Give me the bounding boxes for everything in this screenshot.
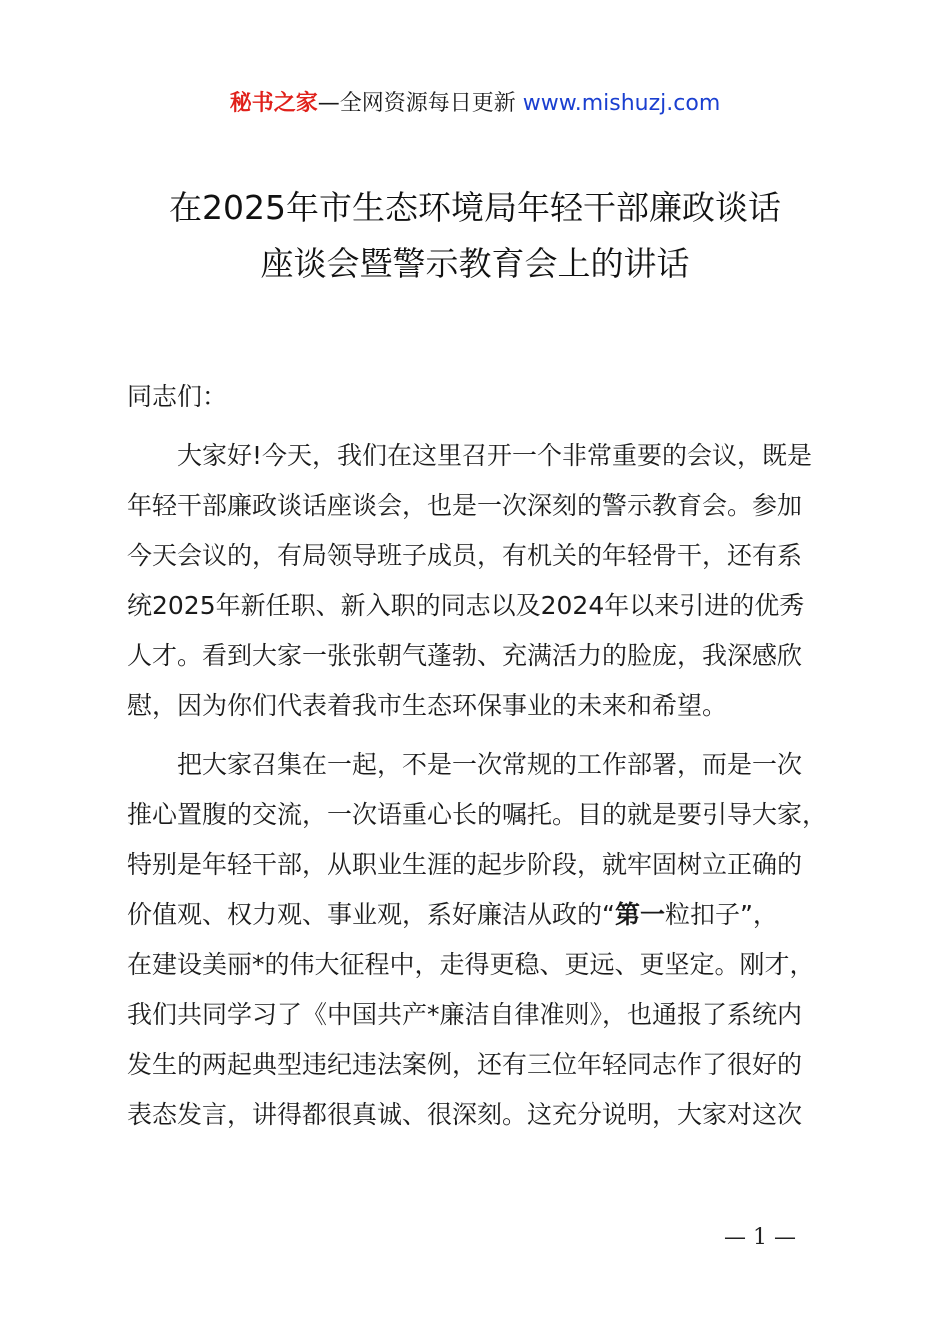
bold-emphasis: 第一 (614, 900, 665, 929)
text-line: 在建设美丽*的伟大征程中，走得更稳、更远、更坚定。刚才， (127, 950, 815, 979)
text-line: 把大家召集在一起，不是一次常规的工作部署，而是一次 (127, 750, 803, 779)
text-line (127, 890, 845, 940)
text-line: 推心置腹的交流，一次语重心长的嘱托。目的就是要引导大家， (127, 800, 828, 829)
paragraph-2 (127, 740, 845, 1140)
paragraph-1 (127, 431, 845, 731)
title-line-1: 在2025年市生态环境局年轻干部廉政谈话 (169, 188, 781, 227)
text-segment: 价值观、权力观、事业观，系好廉洁从政的“ (127, 900, 615, 929)
text-line: 慰，因为你们代表着我市生态环保事业的未来和希望。 (127, 691, 728, 720)
text-line: 发生的两起典型违纪违法案例，还有三位年轻同志作了很好的 (127, 1050, 803, 1079)
site-header (0, 88, 950, 120)
salutation: 同志们： (127, 382, 228, 411)
page-number: — 1 — (724, 1225, 796, 1250)
text-line: 今天会议的，有局领导班子成员，有机关的年轻骨干，还有系 (127, 541, 803, 570)
brand-name: 秘书之家 (229, 91, 318, 116)
text-line: 大家好!今天，我们在这里召开一个非常重要的会议，既是 (127, 441, 813, 470)
document-body (127, 372, 845, 1149)
text-segment: 粒扣子”， (664, 900, 778, 929)
text-line: 我们共同学习了《中国共产*廉洁自律准则》，也通报了系统内 (127, 1000, 803, 1029)
text-line: 统2025年新任职、新入职的同志以及2024年以来引进的优秀 (127, 591, 805, 620)
title-line-2: 座谈会暨警示教育会上的讲话 (260, 244, 690, 283)
text-line: 表态发言，讲得都很真诚、很深刻。这充分说明，大家对这次 (127, 1100, 803, 1129)
document-title (0, 180, 950, 292)
text-line: 人才。看到大家一张张朝气蓬勃、充满活力的脸庞，我深感欣 (127, 641, 803, 670)
text-line: 年轻干部廉政谈话座谈会，也是一次深刻的警示教育会。参加 (127, 491, 803, 520)
header-slogan: —全网资源每日更新 (317, 91, 516, 116)
text-line: 特别是年轻干部，从职业生涯的起步阶段，就牢固树立正确的 (127, 850, 803, 879)
site-url-link[interactable]: www.mishuzj.com (522, 91, 721, 116)
